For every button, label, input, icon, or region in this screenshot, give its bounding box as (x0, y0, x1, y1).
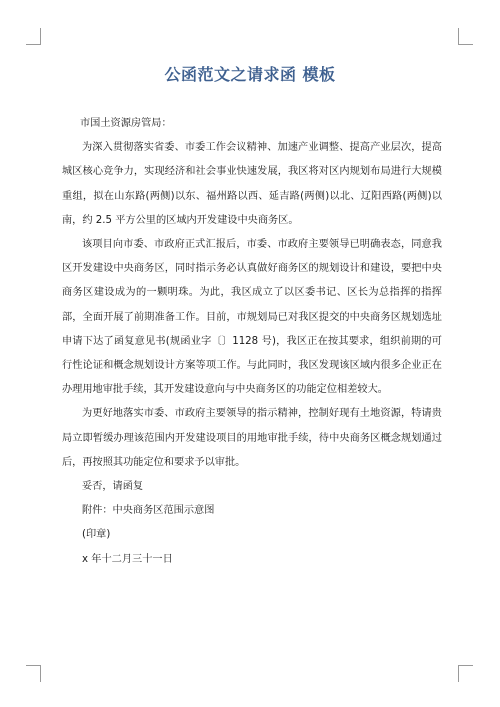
closing-line: 妥否，请函复 (82, 481, 144, 493)
paragraph-2: 该项目向市委、市政府正式汇报后，市委、市政府主要领导已明确表态，同意我区开发建设中央商务区，同时指示务必认真做好商务区的规划设计和建设，要把中央商务区建设成为的一颗明珠。为此，我区成立了以区委书记、区长为总指挥的指挥部，全面开展了前期准备工作。目前，市规划局已对我区提交的中央商务区规划选址申请下达了函复意见书(规函业字〔〕1128 号)，我区正在按其要求，组织前期的可行性论证和概念规划设计方案等项工作。与此同时，我区发现该区域内很多企业正在办理用地审批手续，其开发建设意向与中央商务区的功能定位相差较大。 (62, 239, 442, 396)
paragraph-3: 为更好地落实市委、市政府主要领导的指示精神，控制好现有土地资源，特请贵局立即暂缓办理该范围内开发建设项目的用地审批手续，待中央商务区概念规划通过后，再按照其功能定位和要求予以审批。 (62, 408, 442, 468)
crop-mark-bottom-right (458, 665, 473, 682)
document-body (62, 112, 442, 572)
attachment-line: 附件：中央商务区范围示意图 (82, 505, 215, 517)
crop-mark-top-right (458, 28, 473, 45)
date-line: x 年十二月三十一日 (82, 553, 173, 565)
salutation: 市国土资源房管局： (80, 118, 172, 129)
document-title: 公函范文之请求函 模板 (164, 65, 336, 84)
crop-mark-top-left (26, 28, 41, 45)
seal-line: (印章) (82, 529, 111, 541)
crop-mark-bottom-left (26, 665, 41, 682)
paragraph-1: 为深入贯彻落实省委、市委工作会议精神、加速产业调整、提高产业层次，提高城区核心竞争力，实现经济和社会事业快速发展，我区将对区内规划布局进行大规模重组，拟在山东路(两侧)以东、福州路以西、延吉路(两侧)以北、辽阳西路(两侧)以南，约 2.5 平方公里的区域内开发建设中央商务区。 (62, 142, 442, 226)
